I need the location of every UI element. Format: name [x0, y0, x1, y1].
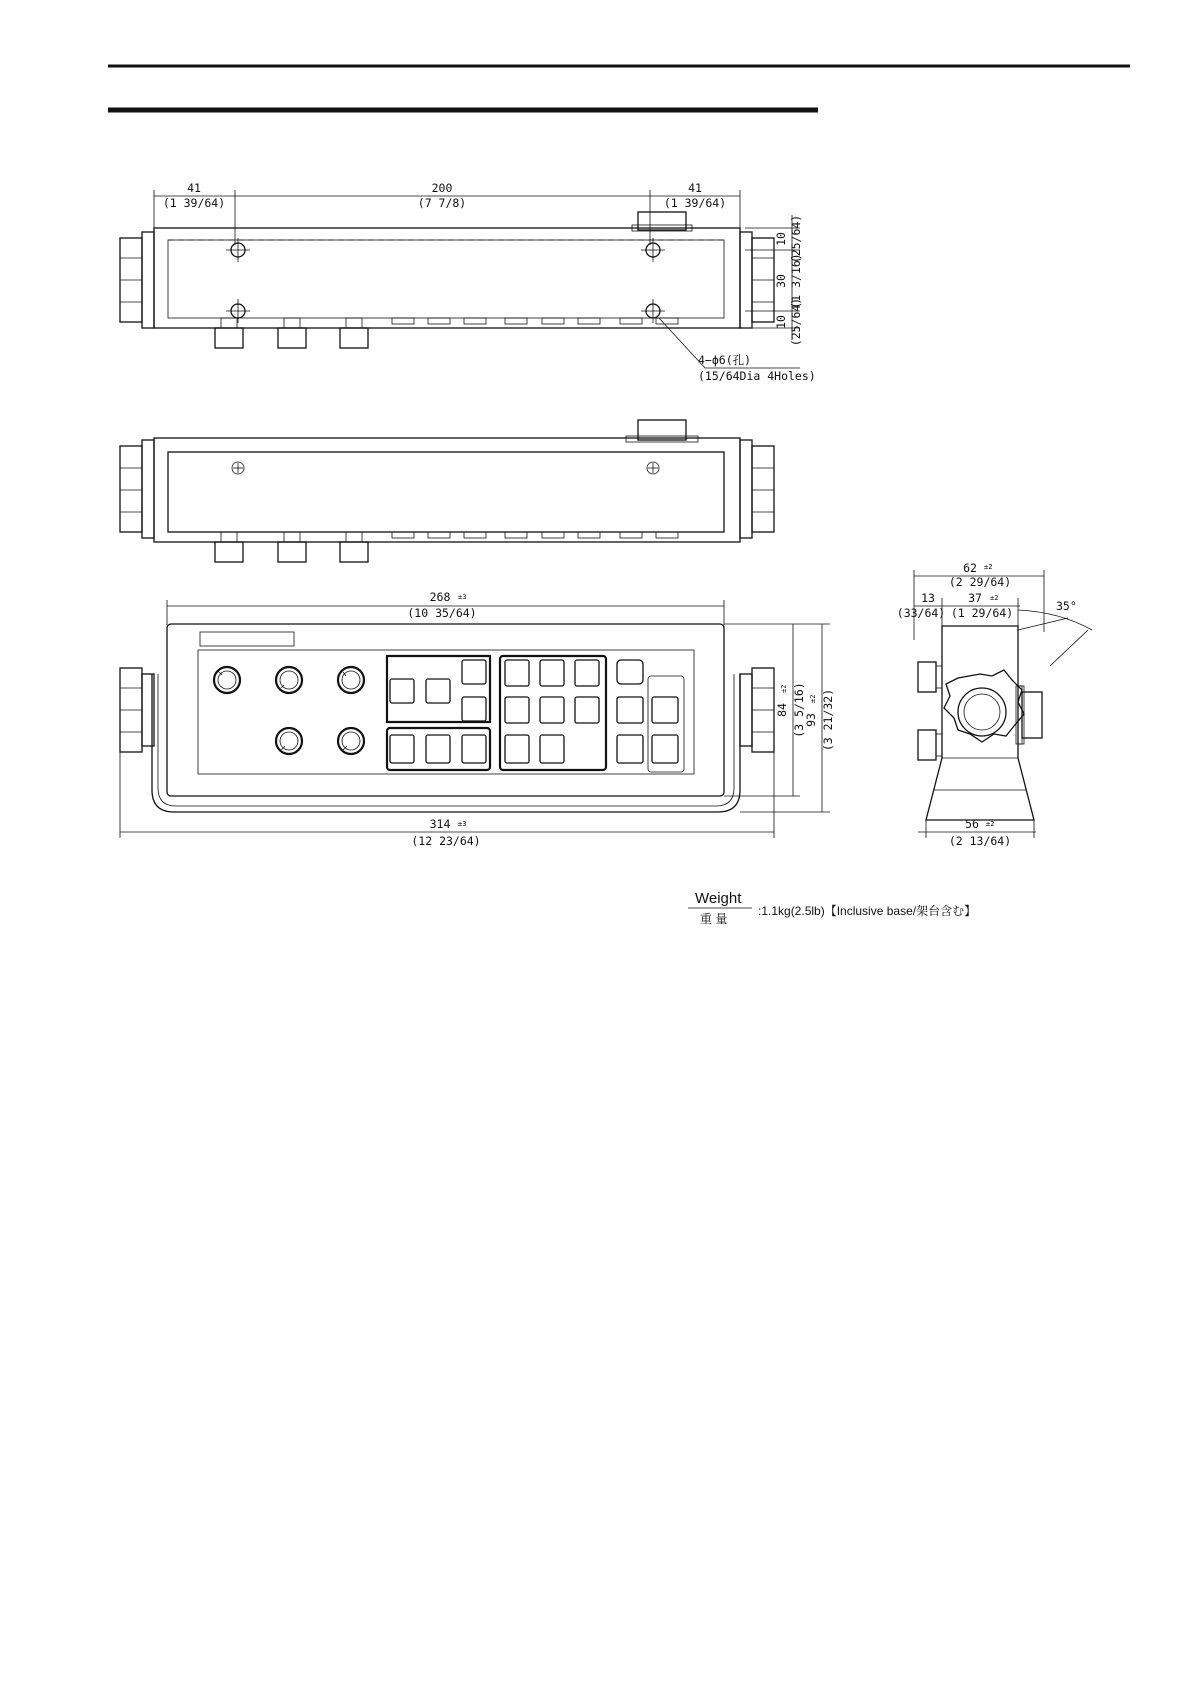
dim-v-mid-in: (1 3/16)	[789, 253, 803, 309]
dim-top-right-in: (1 39/64)	[663, 196, 727, 210]
front-view	[120, 590, 835, 848]
dim-side-base-in: (2 13/64)	[948, 834, 1012, 848]
holes-note-in: (15/64Dia 4Holes)	[698, 369, 816, 383]
dim-side-width-tol: ±2	[984, 563, 993, 571]
dim-v-top: 10	[774, 232, 788, 246]
dim-side-width: 62	[963, 561, 977, 575]
dim-overall-width-tol: ±3	[458, 820, 467, 828]
top-view-2	[120, 420, 774, 562]
dim-overall-width: 314	[429, 817, 451, 831]
dim-overall-width-in: (12 23/64)	[411, 834, 481, 848]
weight-note	[688, 890, 976, 926]
dim-total-height-in: (3 21/32)	[821, 688, 835, 752]
dim-total-height-tol: ±2	[809, 694, 817, 703]
rotary-knob	[276, 728, 302, 754]
top-view	[120, 181, 816, 383]
rotary-knob	[338, 667, 364, 693]
dim-front-width: 268	[429, 590, 451, 604]
dim-total-height: 93	[804, 713, 818, 727]
dim-top-right: 41	[688, 181, 702, 195]
side-view	[897, 561, 1092, 848]
dim-front-width-tol: ±3	[458, 593, 467, 601]
rotary-knob	[276, 667, 302, 693]
dim-v-mid: 30	[774, 274, 788, 288]
holes-note: 4−ϕ6(孔)	[698, 353, 752, 367]
dim-v-bot-in: (25/64)	[789, 297, 803, 347]
dim-side-base: 56	[965, 817, 979, 831]
dim-panel-height-in: (3 5/16)	[792, 682, 806, 738]
dim-panel-height: 84	[775, 703, 789, 717]
dim-v-top-in: (25/64)	[789, 214, 803, 264]
dim-top-mid-in: (7 7/8)	[417, 196, 467, 210]
dim-side-seg-a: 13	[921, 591, 935, 605]
dim-side-width-in: (2 29/64)	[948, 575, 1012, 589]
weight-label: Weight	[695, 890, 742, 907]
dim-front-width-in: (10 35/64)	[407, 606, 477, 620]
dim-v-bot: 10	[774, 315, 788, 329]
weight-value: :1.1kg(2.5lb)【Inclusive base/架台含む】	[758, 904, 977, 918]
dim-top-left-in: (1 39/64)	[162, 196, 226, 210]
dim-side-seg-b-tol: ±2	[990, 594, 999, 602]
dim-side-seg-b-in: (1 29/64)	[950, 606, 1014, 620]
dim-top-left: 41	[187, 181, 201, 195]
dim-side-seg-a-in: (33/64)	[896, 606, 946, 620]
rotary-knob	[214, 667, 240, 693]
rotary-knob	[338, 728, 364, 754]
push-buttons	[390, 660, 678, 763]
dim-side-seg-b: 37	[968, 591, 982, 605]
dim-side-base-tol: ±2	[986, 820, 995, 828]
weight-label-jp: 重 量	[700, 912, 728, 926]
dim-top-mid: 200	[431, 181, 453, 195]
dim-panel-height-tol: ±2	[780, 684, 788, 693]
dim-side-angle: 35°	[1056, 599, 1077, 613]
